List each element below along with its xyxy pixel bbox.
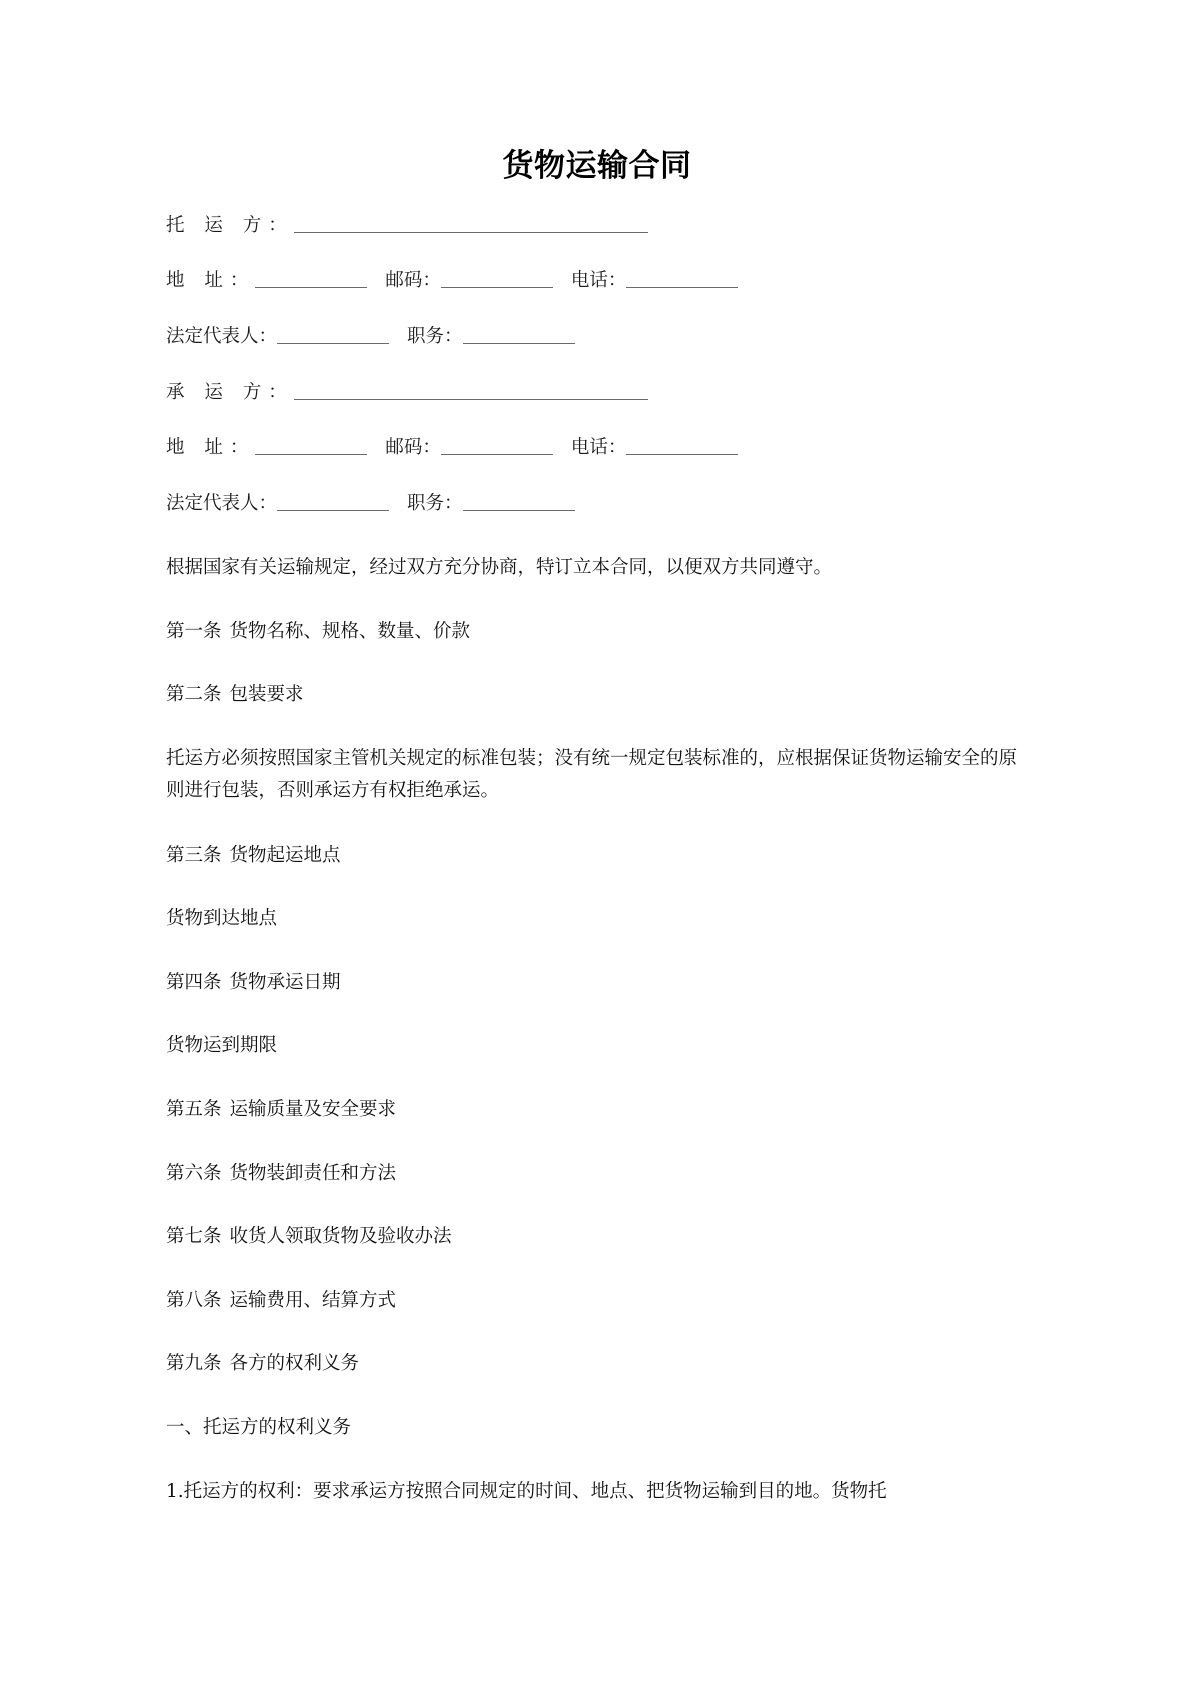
input-carrier-name[interactable] (294, 383, 648, 400)
label-carrier-legal-rep: 法定代表人： (166, 493, 278, 515)
clause-2-title: 包装要求 (229, 684, 304, 706)
page-title: 货物运输合同 (502, 148, 692, 184)
item-shipper-right-1: 1.托运方的权利：要求承运方按照合同规定的时间、地点、把货物运输到目的地。货物托 (166, 1480, 887, 1502)
subsection-heading-shipper-rights: 一、托运方的权利义务 (166, 1416, 352, 1438)
field-row-shipper-name (166, 212, 1028, 241)
packaging-body-paragraph: 托运方必须按照国家主管机关规定的标准包装；没有统一规定包装标准的，应根据保证货物运输安全的原则进行包装，否则承运方有权拒绝承运。 (166, 747, 1018, 801)
clause-1-number: 第一条 (166, 620, 222, 642)
clause-5-number: 第五条 (166, 1098, 222, 1120)
clause-6 (166, 1125, 1028, 1189)
input-carrier-position[interactable] (463, 494, 575, 511)
delivery-deadline-line: 货物运到期限 (166, 1035, 278, 1057)
document-content (166, 0, 1028, 1506)
field-row-carrier-representative (166, 490, 1028, 519)
input-carrier-phone[interactable] (626, 438, 738, 455)
clause-8-title: 运输费用、结算方式 (229, 1289, 397, 1311)
clause-3-number: 第三条 (166, 844, 222, 866)
label-carrier: 承 运 方： (166, 381, 294, 403)
label-shipper-address: 地 址： (166, 270, 256, 292)
label-carrier-postcode: 邮码： (385, 437, 441, 459)
clause-4-number: 第四条 (166, 971, 222, 993)
clause-7-title: 收货人领取货物及验收办法 (229, 1226, 452, 1248)
clause-6-title: 货物装卸责任和方法 (229, 1162, 397, 1184)
input-shipper-address[interactable] (255, 271, 367, 288)
clause-9-title: 各方的权利义务 (229, 1353, 360, 1375)
clause-4 (166, 934, 1028, 998)
label-shipper-postcode: 邮码： (385, 270, 441, 292)
clause-2 (166, 646, 1028, 710)
clause-5 (166, 1061, 1028, 1125)
clause-3 (166, 807, 1028, 871)
clause-8-number: 第八条 (166, 1289, 222, 1311)
input-carrier-legal-rep[interactable] (277, 494, 389, 511)
arrival-place-line: 货物到达地点 (166, 908, 278, 930)
clause-4-title: 货物承运日期 (229, 971, 341, 993)
clause-9-number: 第九条 (166, 1353, 222, 1375)
field-row-carrier-contact (166, 434, 1028, 463)
label-shipper-position: 职务： (407, 326, 463, 348)
clause-1 (166, 583, 1028, 647)
label-carrier-position: 职务： (407, 493, 463, 515)
field-row-shipper-contact (166, 267, 1028, 296)
input-shipper-legal-rep[interactable] (277, 327, 389, 344)
clause-3-title: 货物起运地点 (229, 844, 341, 866)
clause-2-number: 第二条 (166, 684, 222, 706)
clause-5-title: 运输质量及安全要求 (229, 1098, 397, 1120)
field-row-carrier-name (166, 379, 1028, 408)
clause-6-number: 第六条 (166, 1162, 222, 1184)
input-carrier-postcode[interactable] (441, 438, 553, 455)
label-carrier-phone: 电话： (570, 437, 627, 459)
field-row-shipper-representative (166, 323, 1028, 352)
clause-8 (166, 1252, 1028, 1316)
label-shipper-phone: 电话： (570, 270, 627, 292)
input-shipper-name[interactable] (294, 216, 648, 233)
clause-7-number: 第七条 (166, 1226, 222, 1248)
input-shipper-phone[interactable] (626, 271, 738, 288)
preamble-paragraph: 根据国家有关运输规定，经过双方充分协商，特订立本合同，以便双方共同遵守。 (166, 556, 833, 578)
clause-1-title: 货物名称、规格、数量、价款 (229, 620, 471, 642)
input-carrier-address[interactable] (255, 438, 367, 455)
label-shipper: 托 运 方： (166, 214, 294, 236)
clause-7 (166, 1188, 1028, 1252)
clause-9 (166, 1315, 1028, 1379)
label-carrier-address: 地 址： (166, 437, 256, 459)
input-shipper-position[interactable] (463, 327, 575, 344)
input-shipper-postcode[interactable] (441, 271, 553, 288)
label-shipper-legal-rep: 法定代表人： (166, 326, 278, 348)
